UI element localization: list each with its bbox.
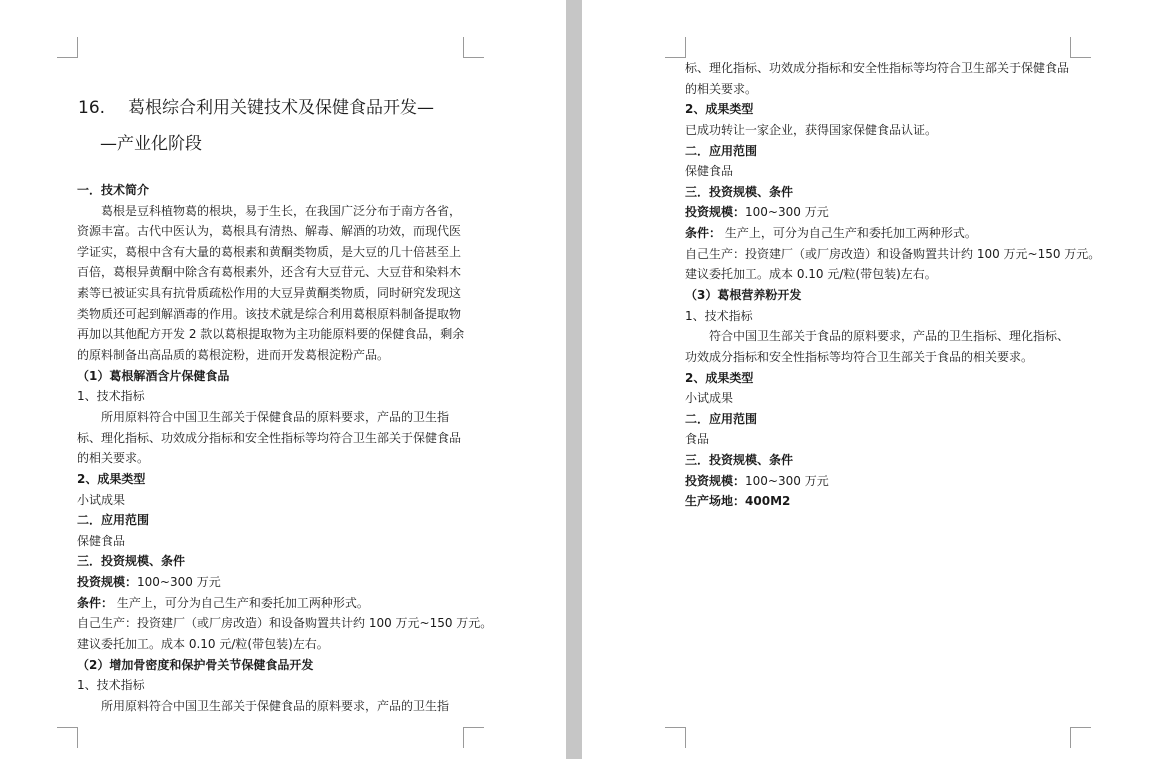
page-gutter — [566, 0, 582, 759]
invest-line — [685, 471, 829, 491]
subsection-heading: （2）增加骨密度和保护骨关节保健食品开发 — [77, 658, 314, 672]
paragraph-line: 建议委托加工。成本 0.10 元/粒(带包装)左右。 — [77, 637, 329, 651]
section-heading: 二．应用范围 — [685, 412, 758, 426]
site-value: 400M2 — [745, 494, 791, 508]
item-heading: 2、成果类型 — [77, 472, 146, 486]
paragraph-line: 功效成分指标和安全性指标等均符合卫生部关于食品的相关要求。 — [685, 350, 1034, 364]
crop-mark-bottom-left — [57, 727, 78, 748]
section-heading: 二．应用范围 — [77, 513, 150, 527]
invest-value: 100~300 万元 — [745, 205, 829, 219]
item-text: 保健食品 — [685, 164, 734, 178]
item-heading: 2、成果类型 — [685, 102, 754, 116]
paragraph-line: 建议委托加工。成本 0.10 元/粒(带包装)左右。 — [685, 267, 937, 281]
invest-label: 投资规模： — [685, 474, 746, 488]
paragraph-line: 标、理化指标、功效成分指标和安全性指标等均符合卫生部关于保健食品 — [77, 431, 462, 445]
invest-label: 投资规模： — [77, 575, 138, 589]
section-heading: 三．投资规模、条件 — [685, 453, 794, 467]
item-text: 食品 — [685, 432, 710, 446]
section-heading: 一．技术简介 — [77, 183, 150, 197]
crop-mark-bottom-right — [463, 727, 484, 748]
paragraph-line: 标、理化指标、功效成分指标和安全性指标等均符合卫生部关于保健食品 — [685, 61, 1070, 75]
paragraph-line: 的相关要求。 — [77, 451, 150, 465]
item-text: 小试成果 — [77, 493, 126, 507]
item-heading: 1、技术指标 — [77, 678, 145, 692]
crop-mark-top-left — [57, 37, 78, 58]
crop-mark-top-right — [463, 37, 484, 58]
invest-value: 100~300 万元 — [137, 575, 221, 589]
condition-value: 生产上，可分为自己生产和委托加工两种形式。 — [721, 226, 977, 240]
paragraph-line: 再加以其他配方开发 2 款以葛根提取物为主功能原料要的保健食品，剩余 — [77, 327, 465, 341]
title-text: 葛根综合利用关键技术及保健食品开发— — [128, 98, 434, 118]
paragraph-line: 所用原料符合中国卫生部关于保健食品的原料要求，产品的卫生指 — [101, 699, 450, 713]
crop-mark-bottom-right — [1070, 727, 1091, 748]
paragraph-line: 所用原料符合中国卫生部关于保健食品的原料要求，产品的卫生指 — [101, 410, 450, 424]
doc-title-line1 — [78, 96, 434, 120]
page-left — [0, 0, 566, 759]
section-heading: 三．投资规模、条件 — [77, 554, 186, 568]
paragraph-line: 葛根是豆科植物葛的根块，易于生长，在我国广泛分布于南方各省， — [101, 204, 462, 218]
site-line — [685, 491, 790, 511]
doc-title-line2: —产业化阶段 — [100, 134, 202, 154]
subsection-heading: （1）葛根解酒含片保健食品 — [77, 369, 230, 383]
item-heading: 1、技术指标 — [685, 309, 753, 323]
condition-line — [685, 223, 977, 243]
crop-mark-top-left — [665, 37, 686, 58]
invest-value: 100~300 万元 — [745, 474, 829, 488]
section-heading: 二．应用范围 — [685, 144, 758, 158]
paragraph-line: 百倍，葛根异黄酮中除含有葛根素外，还含有大豆苷元、大豆苷和染料木 — [77, 265, 462, 279]
condition-label: 条件： — [685, 226, 722, 240]
condition-label: 条件： — [77, 596, 114, 610]
paragraph-line: 自己生产：投资建厂（或厂房改造）和设备购置共计约 100 万元~150 万元。 — [685, 247, 1101, 261]
invest-line — [685, 202, 829, 222]
paragraph-line: 类物质还可起到解酒毒的作用。该技术就是综合利用葛根原料制备提取物 — [77, 307, 462, 321]
paragraph-line: 学证实，葛根中含有大量的葛根素和黄酮类物质，是大豆的几十倍甚至上 — [77, 245, 462, 259]
page-right — [582, 0, 1149, 759]
crop-mark-top-right — [1070, 37, 1091, 58]
item-heading: 1、技术指标 — [77, 389, 145, 403]
title-number: 16. — [78, 98, 106, 118]
site-label: 生产场地： — [685, 494, 746, 508]
section-heading: 三．投资规模、条件 — [685, 185, 794, 199]
item-text: 小试成果 — [685, 391, 734, 405]
condition-line — [77, 593, 369, 613]
paragraph-line: 的相关要求。 — [685, 82, 758, 96]
paragraph-line: 自己生产：投资建厂（或厂房改造）和设备购置共计约 100 万元~150 万元。 — [77, 616, 493, 630]
invest-line — [77, 572, 221, 592]
item-text: 保健食品 — [77, 534, 126, 548]
crop-mark-bottom-left — [665, 727, 686, 748]
paragraph-line: 资源丰富。古代中医认为，葛根具有清热、解毒、解酒的功效，而现代医 — [77, 224, 462, 238]
subsection-heading: （3）葛根营养粉开发 — [685, 288, 802, 302]
item-text: 已成功转让一家企业，获得国家保健食品认证。 — [685, 123, 938, 137]
invest-label: 投资规模： — [685, 205, 746, 219]
paragraph-line: 的原料制备出高品质的葛根淀粉，进而开发葛根淀粉产品。 — [77, 348, 390, 362]
paragraph-line: 素等已被证实具有抗骨质疏松作用的大豆异黄酮类物质，同时研究发现这 — [77, 286, 462, 300]
condition-value: 生产上，可分为自己生产和委托加工两种形式。 — [113, 596, 369, 610]
item-heading: 2、成果类型 — [685, 371, 754, 385]
paragraph-line: 符合中国卫生部关于食品的原料要求，产品的卫生指标、理化指标、 — [709, 329, 1070, 343]
